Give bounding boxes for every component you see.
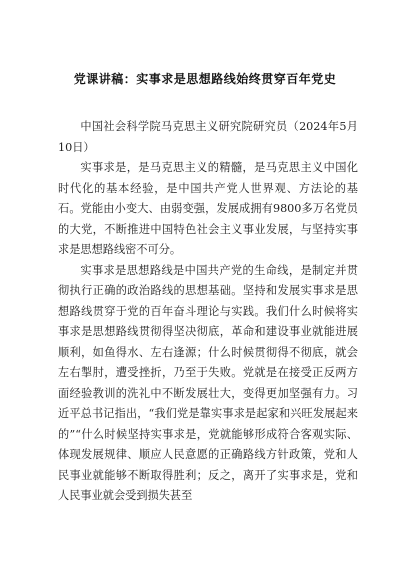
paragraph-2: 实事求是思想路线是中国共产党的生命线，是制定并贯彻执行正确的政治路线的思想基础。坚持和发展实事求是思想路线贯穿于党的百年奋斗理论与实践。我们什么时候将实事求是思想路线贯彻得坚决彻底，革命和建设事业就能进展顺利，如鱼得水、左右逢源；什么时候贯彻得不彻底，就会左右掣肘，遭受挫折，乃至于失败。党就是在接受正反两方面经验教训的洗礼中不断发展壮大，变得更加坚强有力。习近平总书记指出，“我们党是靠实事求是起家和兴旺发展起来的”“什么时候坚持实事求是，党就能够形成符合客观实际、体现发展规律、顺应人民意愿的正确路线方针政策，党和人民事业就能够不断取得胜利；反之，离开了实事求是，党和人民事业就会受到损失甚至 bbox=[58, 263, 358, 502]
paragraph-1: 实事求是，是马克思主义的精髓，是马克思主义中国化时代化的基本经验，是中国共产党人世界观、方法论的基石。党能由小变大、由弱变强，发展成拥有9800多万名党员的大党，不断推进中国特色社会主义事业发展，与坚持实事求是思想路线密不可分。 bbox=[58, 161, 358, 256]
document-body bbox=[58, 117, 358, 507]
document-title: 党课讲稿：实事求是思想路线始终贯穿百年党史 bbox=[73, 72, 337, 86]
author-byline: 中国社会科学院马克思主义研究院研究员（2024年5月10日） bbox=[58, 120, 358, 154]
